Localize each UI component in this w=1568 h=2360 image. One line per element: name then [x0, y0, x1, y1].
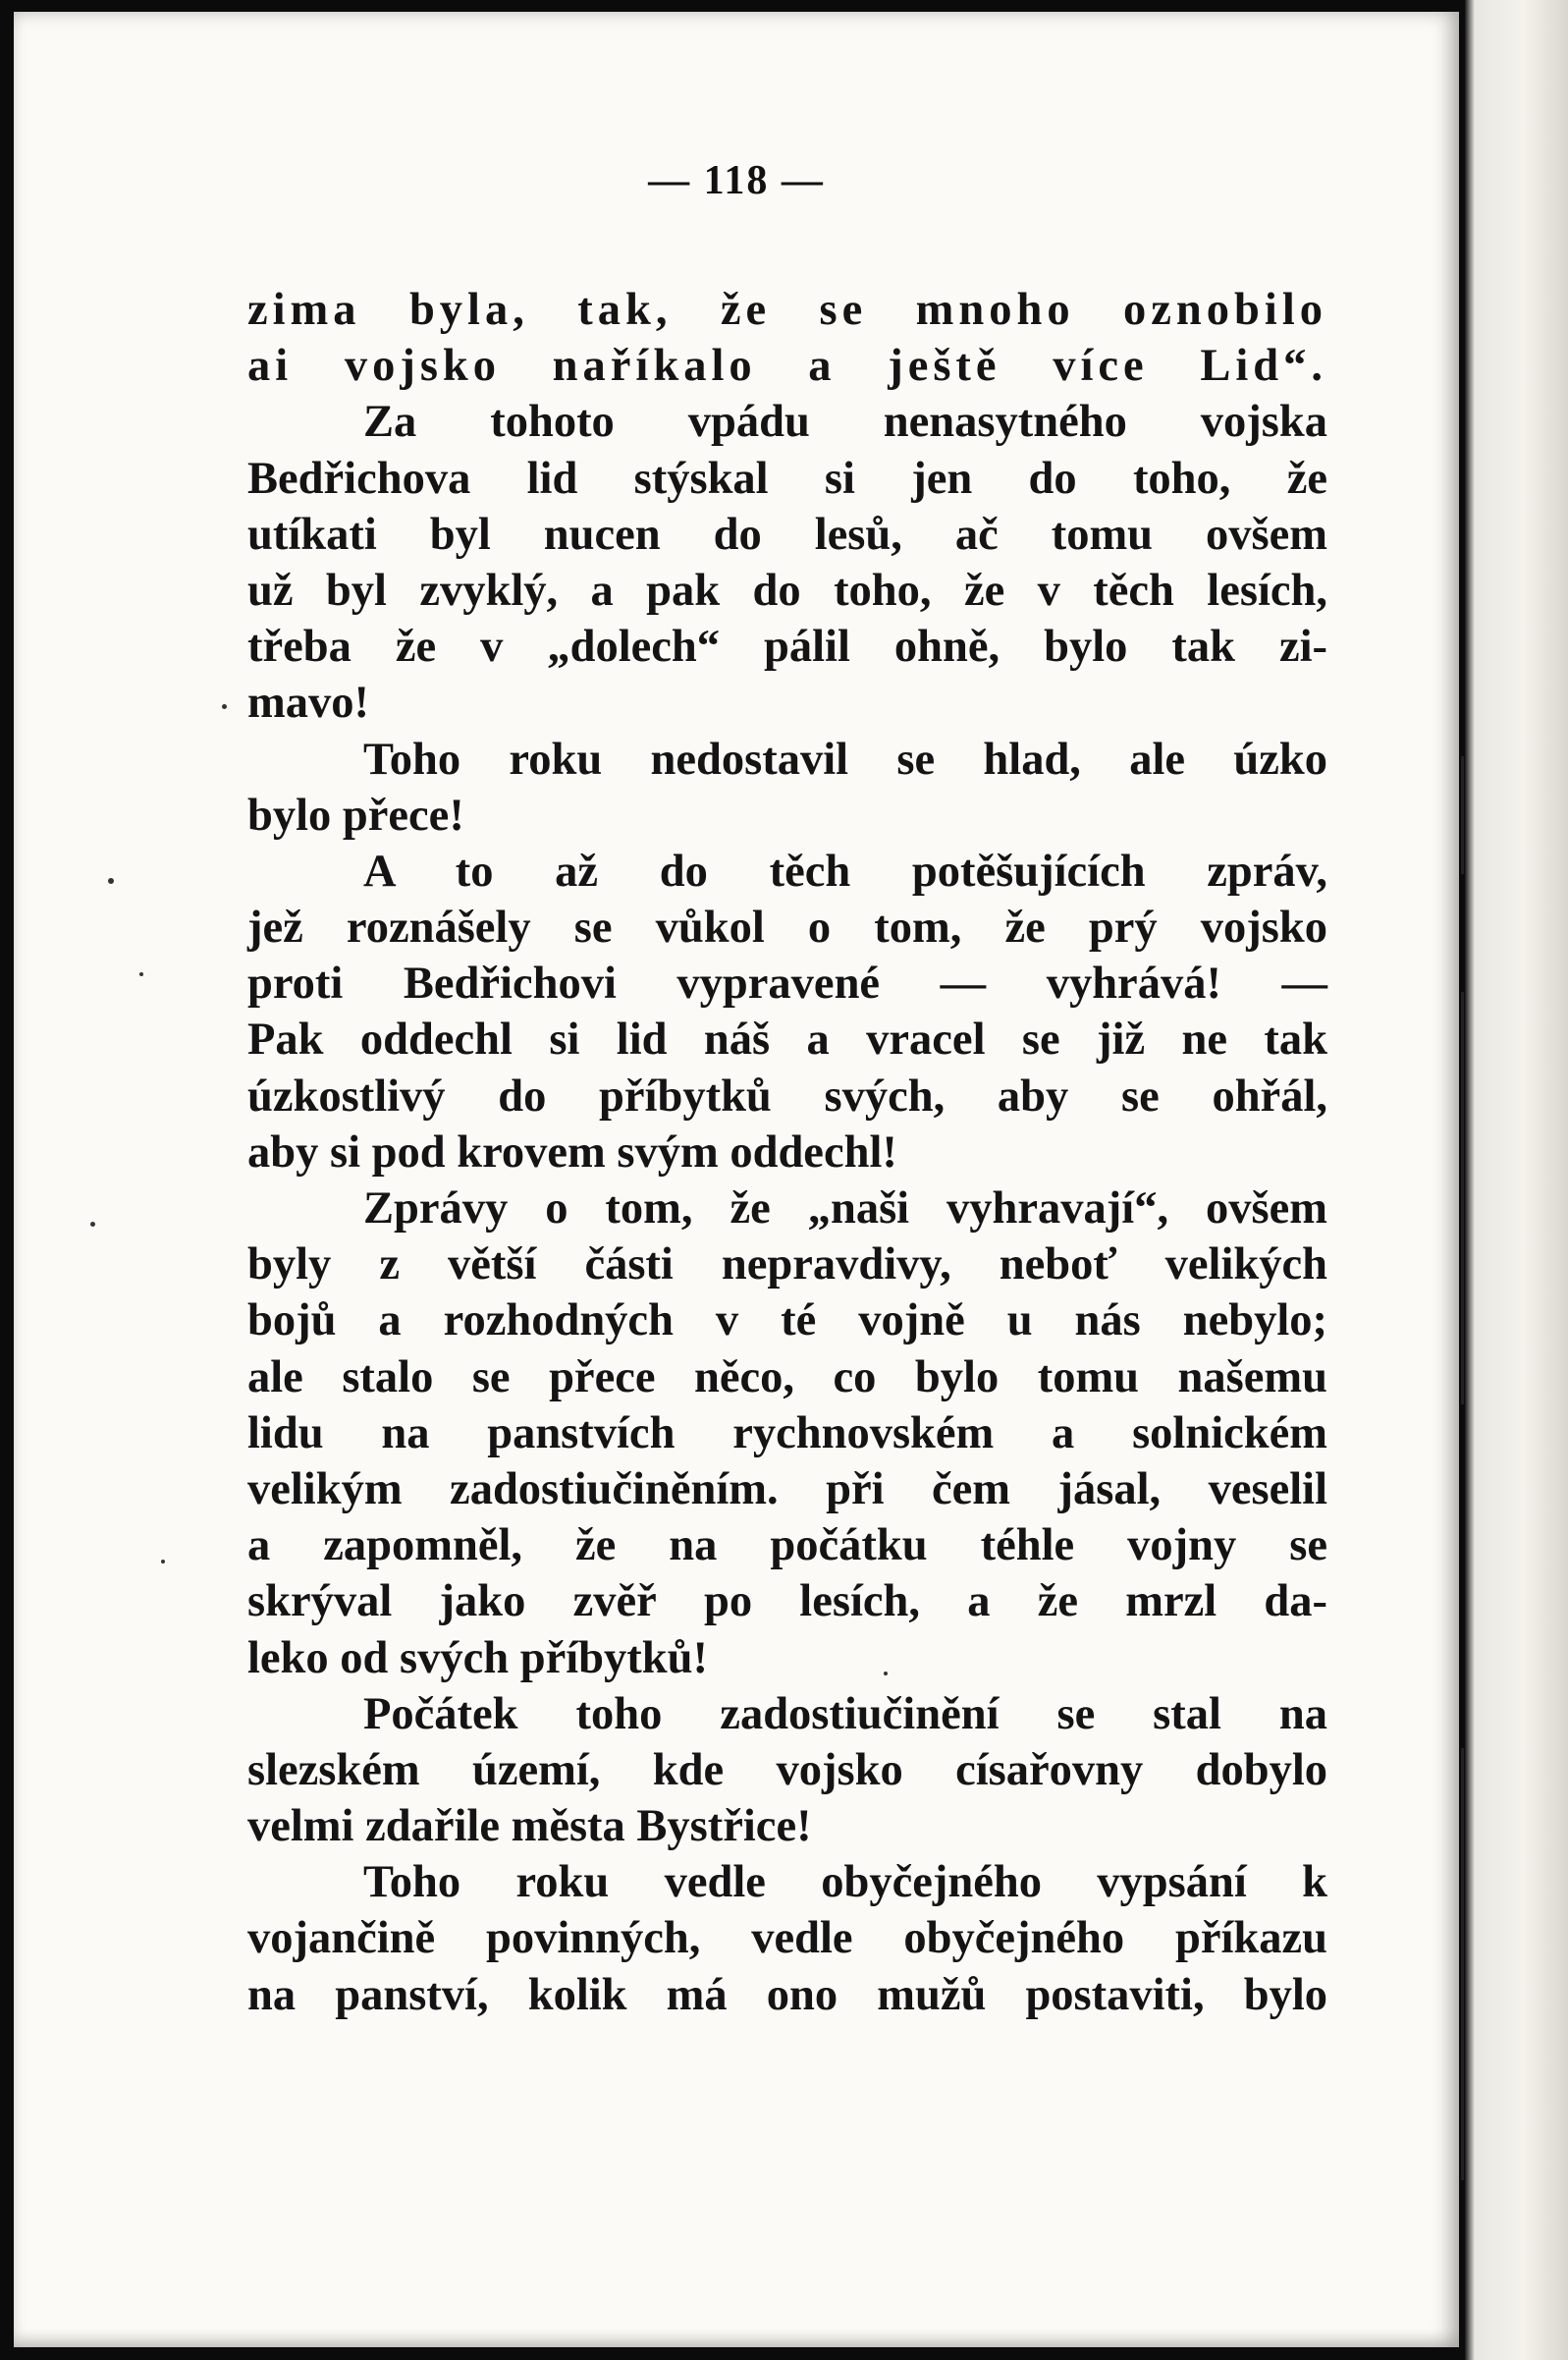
text-line: jež roznášely se vůkol o tom, že prý vojsko: [247, 903, 1327, 954]
text-line: úzkostlivý do příbytků svých, aby se ohřál,: [247, 1070, 1327, 1122]
text-line: skrýval jako zvěř po lesích, a že mrzl da-: [247, 1576, 1327, 1627]
ink-speck: [108, 878, 114, 884]
text-line: Počátek toho zadostiučinění se stal na: [363, 1688, 1327, 1739]
ink-speck: [884, 1672, 888, 1675]
adjacent-page-edge: [1465, 0, 1568, 2360]
text-line: utíkati byl nucen do lesů, ač tomu ovšem: [247, 509, 1327, 560]
page-number: — 118 —: [648, 158, 825, 203]
book-page: [14, 12, 1459, 2347]
text-line: Pak oddechl si lid náš a vracel se již ne tak: [247, 1015, 1327, 1066]
text-line: lidu na panstvích rychnovském a solnickém: [247, 1407, 1327, 1458]
text-line: Toho roku vedle obyčejného vypsání k: [363, 1857, 1327, 1908]
ink-speck: [161, 1560, 165, 1564]
ink-speck: [90, 1222, 95, 1227]
text-line: a zapomněl, že na počátku téhle vojny se: [247, 1520, 1327, 1571]
text-line: bylo přece!: [247, 790, 464, 841]
text-line: ale stalo se přece něco, co bylo tomu našemu: [247, 1351, 1327, 1402]
text-line: velmi zdařile města Bystřice!: [247, 1801, 812, 1852]
text-line: na panství, kolik má ono mužů postaviti, bylo: [247, 1969, 1327, 2020]
text-line: zima byla, tak, že se mnoho oznobilo: [247, 285, 1327, 335]
body-text: [247, 282, 1327, 2023]
text-line: byly z větší části nepravdivy, neboť velikých: [247, 1239, 1327, 1290]
text-line: Bedřichova lid stýskal si jen do toho, že: [247, 453, 1327, 504]
text-line: A to až do těch potěšujících zpráv,: [363, 846, 1327, 897]
text-line: velikým zadostiučiněním. při čem jásal, veselil: [247, 1463, 1327, 1514]
text-line: leko od svých příbytků!: [247, 1632, 708, 1683]
ink-speck: [139, 972, 143, 976]
text-line: ai vojsko naříkalo a ještě více Lid“.: [247, 341, 1327, 392]
text-line: Za tohoto vpádu nenasytného vojska: [363, 397, 1327, 448]
text-line: už byl zvyklý, a pak do toho, že v těch lesích,: [247, 565, 1327, 616]
text-line: Zprávy o tom, že „naši vyhravají“, ovšem: [363, 1183, 1327, 1234]
text-line: aby si pod krovem svým oddechl!: [247, 1126, 897, 1178]
page-edge-mark: [1461, 1748, 1464, 2180]
text-line: Toho roku nedostavil se hlad, ale úzko: [363, 734, 1327, 785]
text-line: slezském území, kde vojsko císařovny dobylo: [247, 1744, 1327, 1795]
text-line: třeba že v „dolech“ pálil ohně, bylo tak zi-: [247, 622, 1327, 673]
ink-speck: [222, 704, 227, 709]
text-line: mavo!: [247, 678, 369, 729]
page-edge-mark: [1461, 992, 1464, 1404]
text-line: proti Bedřichovi vypravené — vyhrává! —: [247, 959, 1327, 1010]
text-line: bojů a rozhodných v té vojně u nás nebylo;: [247, 1295, 1327, 1346]
text-line: vojančině povinných, vedle obyčejného příkazu: [247, 1913, 1327, 1964]
page-edge-mark: [1461, 756, 1464, 874]
